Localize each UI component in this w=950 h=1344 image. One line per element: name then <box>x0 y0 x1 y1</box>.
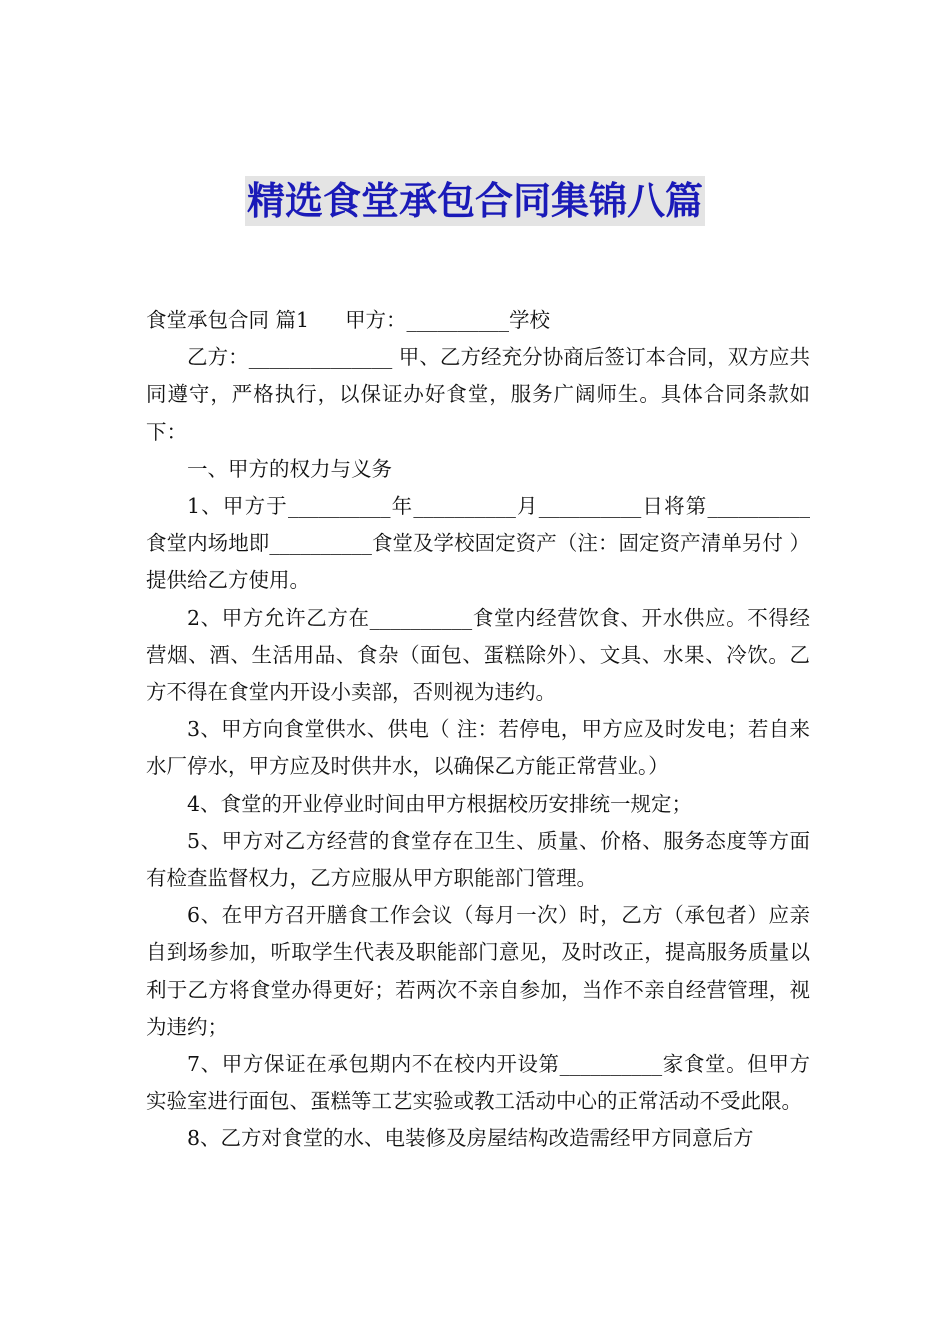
title-container <box>0 176 950 226</box>
clause-2: 2、甲方允许乙方在__________食堂内经营饮食、开水供应。不得经营烟、酒、生活用品、食杂（面包、蛋糕除外）、文具、水果、冷饮。乙方不得在食堂内开设小卖部，否则视为违约。 <box>146 605 810 705</box>
clause-4: 4、食堂的开业停业时间由甲方根据校历安排统一规定； <box>187 791 693 816</box>
clause-8: 8、乙方对食堂的水、电装修及房屋结构改造需经甲方同意后方 <box>187 1126 754 1151</box>
document-body <box>146 302 810 1158</box>
clause-7: 7、甲方保证在承包期内不在校内开设第__________家食堂。但甲方实验室进行面包、蛋糕等工艺实验或教工活动中心的正常活动不受此限。 <box>146 1052 810 1114</box>
clause-3: 3、甲方向食堂供水、供电（ 注：若停电，甲方应及时发电；若自来水厂停水，甲方应及时供井水，以确保乙方能正常营业。） <box>146 717 810 779</box>
section-heading-party-a-rights: 一、甲方的权力与义务 <box>187 456 392 481</box>
contract-heading-line <box>146 302 810 339</box>
clause-1: 1、甲方于__________年__________月__________日将第__________食堂内场地即__________食堂及学校固定资产（注：固定资产清单另付 ）提供给乙方使用。 <box>146 494 810 593</box>
clause-5: 5、甲方对乙方经营的食堂存在卫生、质量、价格、服务态度等方面有检查监督权力，乙方应服从甲方职能部门管理。 <box>146 828 810 891</box>
clause-6: 6、在甲方召开膳食工作会议（每月一次）时，乙方（承包者）应亲自到场参加，听取学生代表及职能部门意见，及时改正，提高服务质量以利于乙方将食堂办得更好；若两次不亲自参加，当作不亲自经营管理，视为违约； <box>146 903 810 1039</box>
document-title: 精选食堂承包合同集锦八篇 <box>245 176 705 226</box>
contract-section-label: 食堂承包合同 篇1 <box>146 308 310 332</box>
party-a-line: 甲方：__________学校 <box>345 308 551 332</box>
paragraph-party-b: 乙方：______________ 甲、乙方经充分协商后签订本合同，双方应共同遵守，严格执行，以保证办好食堂，服务广阔师生。具体合同条款如下： <box>146 345 810 444</box>
